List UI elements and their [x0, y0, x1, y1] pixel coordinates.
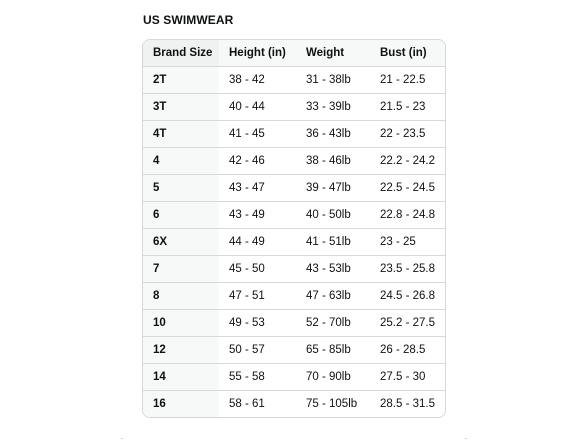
cell-bust: 21.5 - 23: [370, 93, 446, 120]
cell-brand-size: 8: [143, 282, 219, 309]
cell-brand-size: 3T: [143, 93, 219, 120]
footer-tick-right: [465, 438, 467, 439]
cell-weight: 65 - 85lb: [296, 336, 370, 363]
table-row: [143, 282, 446, 309]
cell-weight: 33 - 39lb: [296, 93, 370, 120]
cell-weight: 39 - 47lb: [296, 174, 370, 201]
table-row: [143, 93, 446, 120]
cell-brand-size: 7: [143, 255, 219, 282]
cell-brand-size: 14: [143, 363, 219, 390]
cell-weight: 38 - 46lb: [296, 147, 370, 174]
cell-brand-size: 2T: [143, 66, 219, 93]
cell-weight: 52 - 70lb: [296, 309, 370, 336]
cell-height: 58 - 61: [229, 397, 265, 410]
cell-brand-size: 4T: [143, 120, 219, 147]
cell-bust: 28.5 - 31.5: [380, 397, 435, 410]
cell-bust: 24.5 - 26.8: [370, 282, 446, 309]
cell-bust: 27.5 - 30: [370, 363, 446, 390]
cell-bust: 21 - 22.5: [370, 66, 446, 93]
size-chart-card: [142, 39, 446, 418]
cell-height: 50 - 57: [219, 336, 296, 363]
cell-brand-size: 6: [143, 201, 219, 228]
page-title: US SWIMWEAR: [143, 13, 234, 27]
table-row: [143, 309, 446, 336]
cell-bust: 22 - 23.5: [370, 120, 446, 147]
cell-height: 38 - 42: [219, 66, 296, 93]
header-brand-size: Brand Size: [143, 40, 219, 66]
table-row: [143, 120, 446, 147]
table-row: [143, 390, 446, 417]
cell-bust: 22.8 - 24.8: [370, 201, 446, 228]
cell-brand-size: 12: [143, 336, 219, 363]
cell-brand-size: 6X: [143, 228, 219, 255]
size-chart-table: [143, 40, 446, 417]
cell-bust: 23 - 25: [370, 228, 446, 255]
table-row: [143, 255, 446, 282]
table-header: [143, 40, 446, 66]
cell-brand-size: 4: [143, 147, 219, 174]
table-row: [143, 174, 446, 201]
header-bust: Bust (in): [370, 40, 446, 66]
cell-bust: 22.2 - 24.2: [370, 147, 446, 174]
cell-height: 42 - 46: [219, 147, 296, 174]
cell-height: 43 - 49: [219, 201, 296, 228]
cell-height: 49 - 53: [219, 309, 296, 336]
table-row: [143, 147, 446, 174]
cell-height: 41 - 45: [219, 120, 296, 147]
cell-bust: 22.5 - 24.5: [370, 174, 446, 201]
cell-weight: 36 - 43lb: [296, 120, 370, 147]
cell-weight: 31 - 38lb: [296, 66, 370, 93]
cell-height: 43 - 47: [219, 174, 296, 201]
cell-weight: 47 - 63lb: [296, 282, 370, 309]
cell-brand-size: 5: [143, 174, 219, 201]
cell-bust: 23.5 - 25.8: [370, 255, 446, 282]
header-height: Height (in): [219, 40, 296, 66]
cell-brand-size: 16: [143, 390, 219, 417]
table-row: [143, 228, 446, 255]
cell-height: 45 - 50: [219, 255, 296, 282]
cell-height: 55 - 58: [219, 363, 296, 390]
cell-brand-size: 10: [143, 309, 219, 336]
table-body: [143, 66, 446, 417]
cell-height: 40 - 44: [219, 93, 296, 120]
header-row: [143, 40, 446, 66]
cell-height: 47 - 51: [219, 282, 296, 309]
table-row: [143, 201, 446, 228]
cell-weight: 70 - 90lb: [296, 363, 370, 390]
table-row: [143, 336, 446, 363]
cell-weight: 40 - 50lb: [296, 201, 370, 228]
cell-weight: 41 - 51lb: [296, 228, 370, 255]
header-weight: Weight: [296, 40, 370, 66]
cell-weight: 43 - 53lb: [296, 255, 370, 282]
table-row: [143, 66, 446, 93]
cell-weight: 75 - 105lb: [306, 397, 358, 410]
cell-bust: 26 - 28.5: [370, 336, 446, 363]
footer-tick-left: [121, 438, 123, 439]
cell-height: 44 - 49: [219, 228, 296, 255]
table-row: [143, 363, 446, 390]
cell-bust: 25.2 - 27.5: [370, 309, 446, 336]
